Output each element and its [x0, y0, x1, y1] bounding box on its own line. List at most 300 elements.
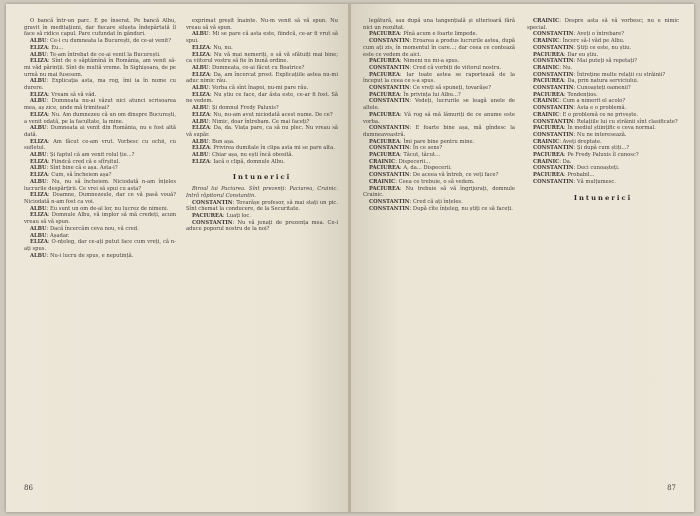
scene-heading: Intunericî [232, 173, 292, 182]
dialogue-line [363, 206, 515, 213]
speaker-name: CONSTANTIN [533, 71, 574, 78]
line-text: Cunoașteți oamenii? [576, 85, 631, 92]
speaker-separator: : [47, 111, 52, 118]
speaker-separator: : [559, 158, 563, 165]
dialogue-line [24, 152, 176, 159]
speaker-name: CONSTANTIN [533, 58, 574, 65]
speaker-name: CRAINIC [369, 158, 396, 165]
dialogue-line [186, 85, 338, 92]
speaker-name: ELIZA [192, 71, 210, 78]
dialogue-line [186, 65, 338, 72]
speaker-separator: : [222, 212, 227, 219]
speaker-separator: : [399, 71, 407, 78]
speaker-separator: : [209, 51, 214, 58]
speaker-name: ELIZA [30, 212, 48, 219]
speaker-name: PACIUREA [369, 152, 400, 159]
line-text: De aceea vă întreb, ce veți face? [412, 172, 499, 179]
speaker-name: ELIZA [30, 111, 48, 118]
line-text: Eu... [51, 44, 64, 51]
stage-direction [186, 186, 338, 199]
dialogue-line [363, 65, 515, 72]
dialogue-line [363, 152, 515, 159]
line-text: Nimeni nu mi-a spus. [403, 58, 460, 65]
speaker-separator: : [573, 178, 577, 185]
line-text: Și după cum știți...? [576, 145, 630, 152]
dialogue-line [363, 85, 515, 92]
speaker-separator: : [47, 192, 53, 199]
dialogue-line [24, 192, 176, 205]
speaker-name: CONSTANTIN [533, 44, 574, 51]
line-text: Vorba că sînt înapoi, nu-mi pare rău. [212, 85, 309, 92]
dialogue-line [24, 226, 176, 233]
dialogue-line [527, 58, 679, 65]
speaker-name: PACIUREA [533, 91, 564, 98]
line-text: Dar eu știu. [567, 51, 599, 58]
line-text: Probabil... [567, 172, 595, 179]
speaker-separator: : [399, 31, 404, 38]
speaker-name: ELIZA [30, 91, 48, 98]
speaker-name: ALBU [192, 64, 209, 71]
line-text: Despre asta să vă vorbesc; nu e nimic special. [527, 18, 679, 31]
speaker-name: PACIUREA [369, 165, 400, 172]
speaker-name: CONSTANTIN [533, 165, 574, 172]
speaker-separator: : [409, 38, 413, 45]
speaker-name: ALBU [192, 118, 209, 125]
line-text: Vă mulțumesc. [576, 178, 616, 185]
speaker-name: CONSTANTIN [192, 199, 233, 206]
speaker-name: CONSTANTIN [369, 125, 410, 132]
speaker-separator: : [573, 85, 577, 92]
speaker-separator: : [395, 158, 399, 165]
speaker-separator: : [399, 138, 404, 145]
speaker-separator: : [563, 172, 568, 179]
speaker-name: ELIZA [30, 138, 48, 145]
line-text: Dumneata nu-ai văzut nici atunci scrisoarea mea, aș zice, unde mă trimiteai? [24, 98, 176, 112]
speaker-name: ELIZA [30, 44, 48, 51]
line-text: Da. [562, 158, 572, 165]
left-page-column-2 [186, 18, 338, 233]
speaker-separator: : [47, 91, 52, 98]
speaker-name: CONSTANTIN [369, 198, 410, 205]
right-page [351, 4, 694, 512]
speaker-separator: : [209, 111, 214, 118]
speaker-name: CRAINIC [533, 158, 560, 165]
speaker-separator: : [573, 58, 577, 65]
speaker-name: CONSTANTIN [533, 85, 574, 92]
speaker-name: PACIUREA [369, 91, 400, 98]
line-text: Nu, nu să încheiem. Niciodată n-am înțeles lucrurile despărțirii. Ce vrei să spui cu asta? [24, 178, 176, 192]
speaker-name: PACIUREA [533, 51, 564, 58]
speaker-separator: : [46, 152, 50, 159]
speaker-name: CONSTANTIN [369, 85, 410, 92]
line-text: Bun așa. [212, 138, 235, 145]
line-text: Știți ce este, nu știu. [576, 44, 632, 51]
speaker-separator: : [409, 98, 415, 105]
speaker-name: CONSTANTIN [369, 98, 410, 105]
speaker-separator: : [559, 38, 563, 45]
dialogue-line [527, 45, 679, 52]
line-text: Eroarea a produs lucrurile astea, după cum ați zis, în momentul în care...; dar ceea ce contează este ce vedem de aici. [363, 38, 515, 58]
line-text: Dumneata ai venit din România, nu e fost altă dată. [24, 125, 177, 138]
line-text: Te-am întrebat de ce-ai venit la București. [50, 51, 161, 58]
left-page [6, 4, 349, 512]
speaker-name: PACIUREA [369, 138, 400, 145]
speaker-separator: : [208, 118, 212, 125]
speaker-name: CONSTANTIN [192, 219, 233, 226]
line-text: Eu sunt un om de-al lor, nu lucrez de nimeni. [50, 205, 169, 212]
speaker-separator: : [559, 111, 563, 118]
speaker-separator: : [46, 252, 50, 259]
speaker-name: ELIZA [30, 172, 48, 179]
dialogue-line [527, 125, 679, 132]
dialogue-line [527, 18, 679, 31]
dialogue-line [363, 112, 515, 125]
line-text: O-nțeleg, dar ce-ați putut face cum vreți, că n-ați spus. [24, 239, 176, 252]
dialogue-line [363, 159, 515, 166]
speaker-name: CONSTANTIN [369, 64, 410, 71]
line-text: Explicația asta, ma rog, îmi ia în nume cu durere. [24, 78, 177, 92]
speaker-separator: : [46, 232, 50, 239]
speaker-separator: : [409, 85, 413, 92]
speaker-name: CONSTANTIN [533, 31, 574, 38]
speaker-separator: : [399, 91, 404, 98]
speaker-name: CRAINIC [533, 98, 560, 105]
line-text: Și domnul Fredy Paluxis? [212, 105, 279, 112]
dialogue-line [24, 58, 176, 78]
dialogue-line [186, 45, 338, 52]
line-text: Nu știu ce face, dar ăsta este, ce-ar fi fost. Să ne vedem. [186, 91, 338, 105]
line-text: Dacă încercăm ceva nou, vă cred. [50, 225, 139, 232]
dialogue-line [363, 125, 515, 138]
line-text: A, da... Dispecerii. [403, 165, 452, 172]
line-text: Luați loc. [226, 212, 251, 219]
speaker-separator: : [573, 105, 577, 112]
speaker-separator: : [559, 64, 563, 71]
line-text: Încerc să-l văd pe Albu. [562, 38, 625, 45]
line-text: Chiar așa, nu ești încă obosită. [212, 152, 294, 159]
speaker-separator: : [47, 239, 52, 246]
dialogue-line [186, 152, 338, 159]
dialogue-line [527, 78, 679, 85]
speaker-separator: : [409, 198, 413, 205]
dialogue-line [527, 165, 679, 172]
speaker-separator: : [399, 58, 404, 65]
speaker-separator: : [409, 64, 413, 71]
line-text: Da, am încercat prost. Explicațiile astea nu-mi aduc nimic rău. [186, 71, 338, 85]
line-text: Nimic, doar întrebam. Ce mai faceți? [212, 118, 310, 125]
line-text: Da, da. Viața pare, ca să nu plec. Nu vreau să vă supăr. [186, 125, 338, 138]
dialogue-line [24, 139, 176, 152]
speaker-name: ALBU [30, 152, 47, 159]
speaker-name: PACIUREA [369, 185, 400, 192]
line-text: Nu vă mai nemeriți, o să vă sfătuiți mai bine; ca viitorul vostru să fie în bună ordine. [186, 51, 338, 65]
speaker-name: ALBU [30, 125, 47, 132]
speaker-separator: : [47, 212, 52, 219]
speaker-separator: : [559, 18, 565, 24]
dialogue-line [186, 92, 338, 105]
line-text: Iacă o clipă, domnule Albu. [213, 158, 285, 165]
dialogue-line [527, 85, 679, 92]
dialogue-line [186, 200, 338, 213]
dialogue-line [24, 172, 176, 179]
speaker-separator: : [46, 125, 51, 132]
speaker-separator: : [563, 91, 568, 98]
speaker-separator: : [47, 44, 52, 51]
line-text: Ce-i cu dumneata la București, de ce-ai venit? [50, 38, 171, 45]
speaker-separator: : [563, 51, 568, 58]
speaker-separator: : [209, 91, 214, 98]
line-text: După cîte înțeleg, nu știți ce să faceți. [412, 205, 513, 212]
dialogue-line [363, 58, 515, 65]
line-text: Îmi pare bine pentru mine. [403, 138, 475, 145]
dialogue-line [24, 212, 176, 225]
speaker-name: PACIUREA [369, 111, 400, 118]
speaker-separator: : [46, 165, 50, 172]
line-text: Deci cunoașteți. [576, 165, 620, 172]
dialogue-line [527, 179, 679, 186]
speaker-name: CRAINIC [533, 64, 560, 71]
speaker-name: PACIUREA [369, 58, 400, 65]
page-number-left: 86 [24, 484, 33, 492]
dialogue-line [186, 72, 338, 85]
speaker-name: CONSTANTIN [533, 131, 574, 138]
speaker-separator: : [395, 178, 399, 185]
speaker-name: PACIUREA [533, 152, 564, 159]
dialogue-line [527, 159, 679, 166]
line-text: Nu vă jenați de prezența mea. Ce-i aduce poporul nostru de la noi? [186, 219, 338, 233]
line-text: Nu. [562, 64, 573, 71]
speaker-separator: : [209, 44, 214, 51]
line-text: Și faptul că am venit rolul ție...? [50, 152, 135, 159]
dialogue-line [186, 112, 338, 119]
speaker-separator: : [46, 225, 50, 232]
speaker-name: ELIZA [30, 158, 48, 165]
speaker-separator: : [559, 138, 563, 145]
dialogue-line [527, 38, 679, 45]
paragraph [186, 18, 338, 31]
dialogue-line [24, 112, 176, 125]
speaker-separator: : [563, 78, 568, 85]
line-text: Vedeți, lucrurile se leagă unele de altele. [363, 98, 515, 112]
speaker-name: ELIZA [30, 58, 48, 65]
speaker-name: PACIUREA [533, 78, 564, 85]
speaker-name: PACIUREA [369, 31, 400, 38]
speaker-separator: : [208, 85, 212, 92]
speaker-separator: : [47, 172, 52, 179]
speaker-name: PACIUREA [533, 172, 564, 179]
line-text: Dumneata, ce-ai făcut cu Beatrice? [212, 64, 305, 71]
line-text: Relațiile lui cu străinii sînt clasificate? [576, 118, 678, 125]
paragraph [363, 18, 515, 31]
dialogue-line [527, 132, 679, 139]
speaker-separator: : [209, 125, 214, 132]
page-number-right: 87 [667, 484, 676, 492]
speaker-name: CONSTANTIN [369, 172, 410, 179]
dialogue-line [24, 45, 176, 52]
dialogue-line [186, 220, 338, 233]
line-text: Vă rog să mă lămuriți de ce anume este vorba. [363, 111, 515, 125]
speaker-separator: : [208, 31, 213, 38]
speaker-name: CRAINIC [533, 138, 560, 145]
speaker-name: ALBU [30, 178, 47, 185]
line-text: Tăcut, tăcut... [403, 152, 440, 159]
speaker-name: ALBU [30, 205, 47, 212]
speaker-separator: : [563, 125, 568, 132]
line-text: Privirea dumitale în clipa asta mi se pare alta. [213, 145, 335, 152]
dialogue-line [527, 112, 679, 119]
line-text: Nu, nu. [213, 44, 233, 51]
paragraph [24, 18, 176, 38]
dialogue-line [527, 152, 679, 159]
speaker-name: ELIZA [192, 44, 210, 51]
speaker-separator: : [573, 31, 577, 38]
line-text: Așadar. [50, 232, 70, 239]
speaker-name: CONSTANTIN [533, 118, 574, 125]
speaker-separator: : [573, 131, 577, 138]
dialogue-line [24, 253, 176, 260]
speaker-separator: : [47, 58, 52, 65]
speaker-name: ALBU [192, 105, 209, 112]
dialogue-line [527, 92, 679, 99]
speaker-separator: : [208, 138, 212, 145]
speaker-name: ALBU [30, 225, 47, 232]
speaker-separator: : [399, 165, 404, 172]
dialogue-line [186, 159, 338, 166]
line-text: Aveți o întrebare? [576, 31, 625, 38]
line-text: Mai puteți să repetați? [576, 58, 637, 65]
speaker-name: ELIZA [192, 51, 210, 58]
speaker-separator: : [46, 178, 52, 185]
line-text: Pînă acum e foarte limpede. [403, 31, 478, 38]
dialogue-line [527, 105, 679, 112]
speaker-separator: : [399, 185, 406, 192]
line-text: Domnule Albu, vă implor să mă credeți, acum vreau să vă spun. [24, 212, 176, 226]
line-text: Cred că vorbiți de viitorul nostru. [412, 64, 502, 71]
dialogue-line [363, 186, 515, 199]
speaker-separator: : [46, 78, 52, 85]
line-text: Biroul lui Paciurea. Sînt prezenți: Paciurea, Crainic. Intră răpitorul Constantin. [186, 186, 338, 199]
line-text: Sînt bine că e așa. Asta-i? [50, 165, 118, 172]
line-text: Nu. Am dumnezeu că un om dinspre București, a venit odată, pe la facultate, la mine. [24, 111, 176, 125]
line-text: legătură, sau după una tangențială și ulterioară fără nici un rezultat. [363, 18, 515, 31]
speaker-separator: : [399, 152, 404, 159]
line-text: Asta e o problemă. [576, 105, 627, 112]
dialogue-line [186, 31, 338, 44]
speaker-name: ALBU [30, 232, 47, 239]
right-page-column-1 [363, 18, 515, 212]
dialogue-line [363, 172, 515, 179]
line-text: Doamne, Dumnezeule, dar ce vă pasă vouă? Niciodată n-am fost ca voi. [24, 192, 176, 205]
dialogue-line [24, 125, 176, 138]
speaker-name: ELIZA [192, 145, 210, 152]
speaker-name: ELIZA [30, 192, 48, 199]
line-text: Fiindcă cred că e sfîrșitul. [51, 158, 121, 165]
line-text: Cred că ați înțeles. [412, 198, 463, 205]
speaker-name: ALBU [30, 98, 47, 105]
speaker-name: CRAINIC [369, 178, 396, 185]
speaker-name: PACIUREA [192, 212, 223, 219]
speaker-separator: : [209, 145, 214, 152]
speaker-separator: : [409, 145, 413, 152]
speaker-separator: : [208, 152, 212, 159]
line-text: Aveți dreptate. [562, 138, 602, 145]
line-text: Mi se pare că asta este, fiindcă, ce-ar fi vrut să spui. [186, 31, 338, 45]
dialogue-line [363, 98, 515, 111]
speaker-name: CONSTANTIN [369, 38, 410, 45]
line-text: Ce vreți să spuneți, tovarășe? [412, 85, 491, 92]
line-text: E foarte bine așa, mă gîndesc la dumneavoastră. [363, 125, 515, 138]
speaker-separator: : [573, 145, 577, 152]
line-text: Am făcut ce-am vrut. Vorbesc cu ochii, cu sufletul. [24, 138, 176, 152]
speaker-separator: : [573, 165, 577, 172]
speaker-name: CONSTANTIN [533, 145, 574, 152]
line-text: Vream să vă văd. [51, 91, 97, 98]
speaker-separator: : [47, 158, 52, 165]
speaker-separator: : [46, 51, 50, 58]
line-text: Pe Fredy Paluxis îl cunosc? [567, 152, 639, 159]
line-text: Nu, nu-am avut niciodată acest nume. De ce? [213, 111, 333, 118]
dialogue-line [527, 72, 679, 79]
speaker-name: CRAINIC [533, 38, 560, 45]
speaker-separator: : [573, 118, 577, 125]
dialogue-line [186, 105, 338, 112]
speaker-name: ALBU [30, 51, 47, 58]
line-text: exprimat greșit înainte. Nu-m venit să vă spun. Nu vreau să vă spun. [186, 18, 338, 31]
line-text: Sînt de o săptămînă în România, am venit să-mi văd părinții. Sînt de multă vreme. În Sighișoara, de pe urmă nu mai fusesem. [24, 58, 176, 78]
line-text: Da, prin natura serviciului. [567, 78, 639, 85]
dialogue-line [24, 239, 176, 252]
speaker-name: ELIZA [192, 125, 210, 132]
speaker-name: CRAINIC [533, 18, 560, 24]
speaker-separator: : [399, 111, 405, 118]
speaker-name: ALBU [30, 38, 47, 45]
scene-heading: Intunericî [573, 193, 633, 202]
line-text: Cum, să încheiem așa? [51, 172, 112, 179]
speaker-separator: : [208, 105, 212, 112]
speaker-separator: : [47, 138, 54, 145]
speaker-name: ALBU [192, 85, 209, 92]
speaker-name: CONSTANTIN [533, 105, 574, 112]
speaker-separator: : [573, 71, 577, 78]
line-text: Ceea ce trebuie, o să vedem. [398, 178, 475, 185]
book-spread [6, 4, 694, 512]
line-text: Nu ne interesează. [576, 131, 627, 138]
dialogue-line [186, 52, 338, 65]
speaker-separator: : [46, 205, 50, 212]
left-page-column-1 [24, 18, 176, 259]
speaker-name: ELIZA [192, 111, 210, 118]
speaker-name: ALBU [30, 252, 47, 259]
speaker-separator: : [232, 199, 237, 206]
speaker-name: PACIUREA [533, 125, 564, 132]
line-text: Nu trebuie să vă îngrijorați, domnule Crainic. [363, 185, 515, 199]
dialogue-line [24, 98, 176, 111]
speaker-name: PACIUREA [369, 71, 400, 78]
line-text: O bancă într-un parc. E pe înserat. Pe bancă Albu, gravit în meditațiuni, dar fiecare silueta îndepărtată îl face să ridice capul. Pare cufundat în gânduri. [24, 18, 176, 38]
dialogue-line [527, 65, 679, 72]
dialogue-line [186, 213, 338, 220]
line-text: E o problemă ce ne privește. [562, 111, 639, 118]
speaker-name: ALBU [192, 138, 209, 145]
line-text: În privința lui Albu...? [403, 91, 461, 98]
speaker-separator: : [208, 64, 212, 71]
speaker-separator: : [409, 205, 413, 212]
speaker-separator: : [573, 44, 577, 51]
line-text: Cum a nimerit el acolo? [562, 98, 626, 105]
speaker-name: ALBU [192, 31, 209, 38]
dialogue-line [24, 78, 176, 91]
speaker-name: ALBU [192, 152, 209, 159]
